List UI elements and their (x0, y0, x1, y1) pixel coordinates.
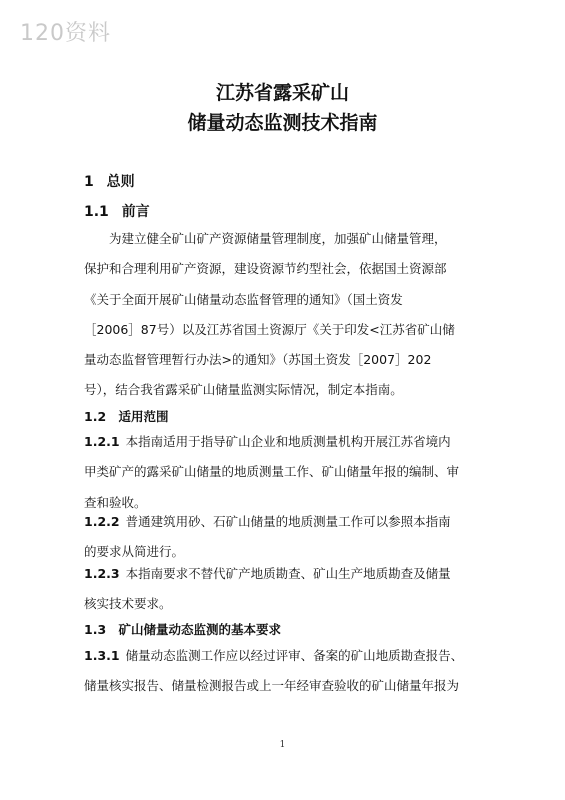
paragraph-line: 保护和合理利用矿产资源，建设资源节约型社会，依据国土资源部 (84, 261, 447, 277)
document-title-line1: 江苏省露采矿山 (215, 82, 349, 104)
section-number: 1.1 (84, 204, 109, 220)
paragraph-line: 为建立健全矿山矿产资源储量管理制度，加强矿山储量管理， (109, 231, 447, 246)
section-heading-1-2 (84, 407, 169, 425)
clause-number: 1.2.1 (84, 434, 120, 449)
clause-text: 普通建筑用砂、石矿山储量的地质测量工作可以参照本指南 (125, 514, 451, 529)
paragraph-line: 量动态监督管理暂行办法>的通知》（苏国土资发［2007］202 (84, 352, 432, 368)
watermark: 120资料 (20, 21, 111, 46)
section-number: 1.2 (84, 409, 107, 424)
paragraph-line: 核实技术要求。 (84, 596, 172, 612)
section-number: 1.3 (84, 622, 107, 637)
paragraph-line (84, 559, 484, 589)
section-heading-1 (84, 171, 135, 191)
clause-1-2-1 (84, 427, 484, 518)
paragraph-line: ［2006］87号）以及江苏省国土资源厅《关于印发<江苏省矿山储 (84, 321, 455, 337)
paragraph-line: 的要求从简进行。 (84, 544, 185, 560)
section-title: 矿山储量动态监测的基本要求 (118, 622, 282, 637)
clause-number: 1.2.2 (84, 514, 120, 529)
clause-1-3-1 (84, 641, 484, 702)
paragraph-line (84, 641, 484, 671)
section-title: 总则 (106, 174, 135, 190)
document-title-line2: 储量动态监测技术指南 (187, 112, 378, 134)
paragraph-line: 甲类矿产的露采矿山储量的地质测量工作、矿山储量年报的编制、审 (84, 464, 460, 480)
paragraph-line (84, 507, 484, 537)
section-heading-1-1 (84, 201, 150, 221)
clause-text: 本指南适用于指导矿山企业和地质测量机构开展江苏省境内 (125, 434, 451, 449)
paragraph-line: 《关于全面开展矿山储量动态监督管理的通知》（国土资发 (84, 291, 403, 307)
section-number: 1 (84, 174, 94, 190)
clause-text: 本指南要求不替代矿产地质勘查、矿山生产地质勘查及储量 (125, 566, 451, 581)
clause-1-2-3 (84, 559, 484, 620)
section-title: 适用范围 (118, 409, 169, 424)
paragraph-line (84, 427, 484, 457)
paragraph-line: 储量核实报告、储量检测报告或上一年经审查验收的矿山储量年报为 (84, 678, 460, 694)
clause-number: 1.3.1 (84, 648, 120, 663)
clause-number: 1.2.3 (84, 566, 120, 581)
paragraph-line: 查和验收。 (84, 494, 147, 510)
section-heading-1-3 (84, 620, 281, 638)
page-number: 1 (279, 740, 286, 750)
paragraph-line: 号），结合我省露采矿山储量监测实际情况，制定本指南。 (84, 382, 403, 398)
section-title: 前言 (121, 204, 150, 220)
preface-paragraph (84, 224, 484, 406)
clause-text: 储量动态监测工作应以经过评审、备案的矿山地质勘查报告、 (125, 648, 464, 663)
